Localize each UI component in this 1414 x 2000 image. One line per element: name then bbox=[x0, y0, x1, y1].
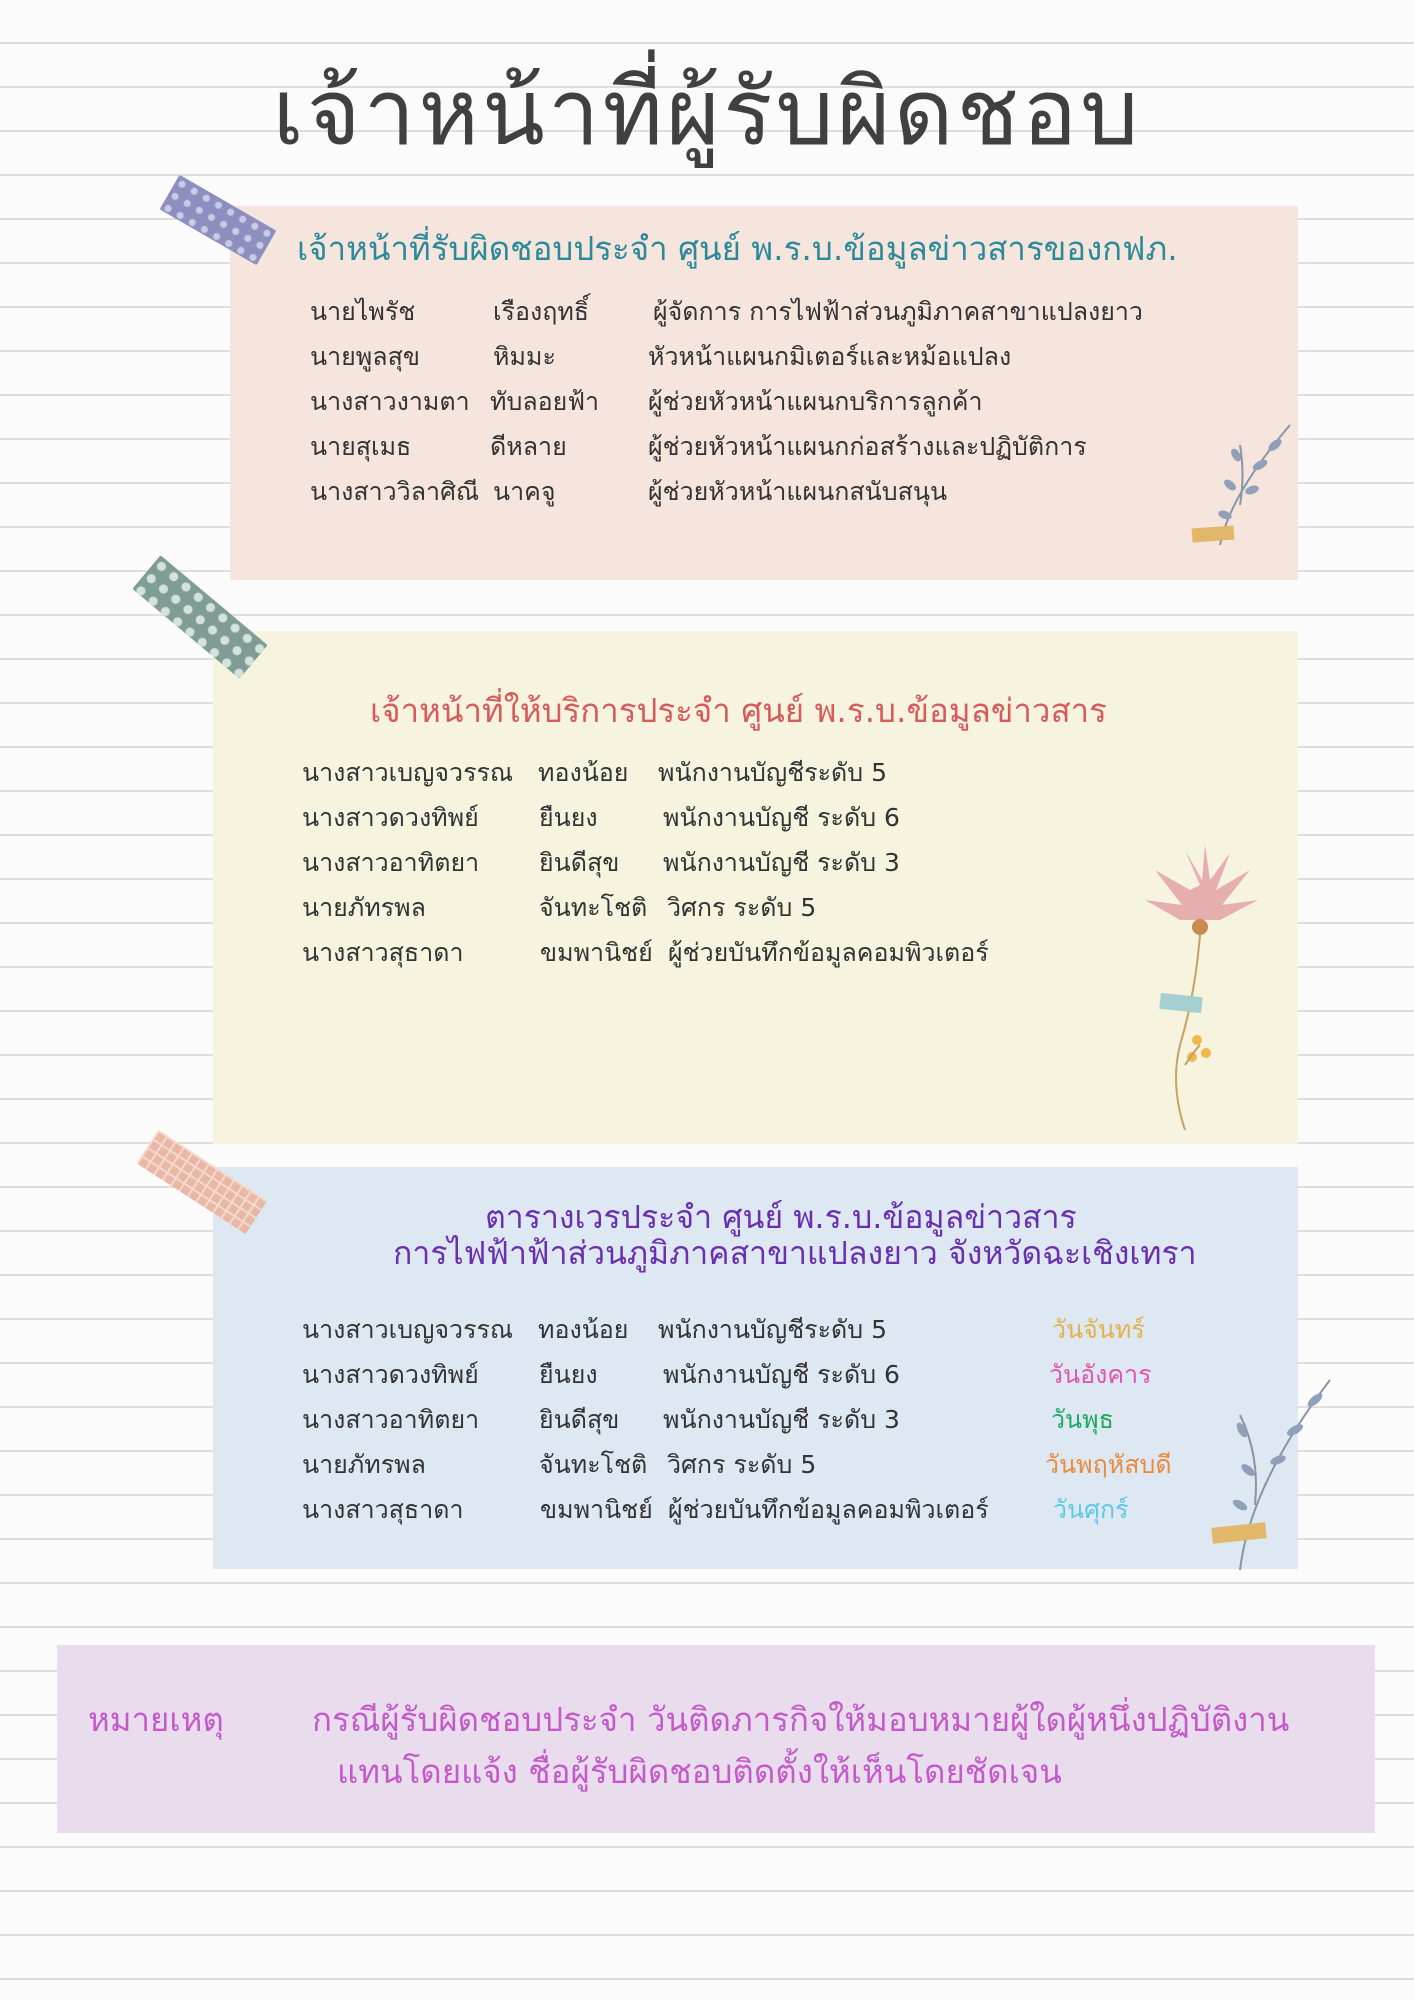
last-name: ยืนยง bbox=[539, 1360, 598, 1389]
leaf-sprig-icon bbox=[1200, 1375, 1340, 1575]
last-name: ทองน้อย bbox=[538, 1315, 629, 1344]
role: หัวหน้าแผนกมิเตอร์และหม้อแปลง bbox=[648, 342, 1012, 371]
first-name: นายไพรัช bbox=[310, 297, 416, 326]
role: วิศกร ระดับ 5 bbox=[667, 893, 817, 922]
duty-day: วันพฤหัสบดี bbox=[1045, 1450, 1172, 1479]
role: ผู้ช่วยบันทึกข้อมูลคอมพิวเตอร์ bbox=[668, 938, 989, 967]
duty-day: วันจันทร์ bbox=[1052, 1315, 1145, 1344]
first-name: นางสาวสุธาดา bbox=[302, 938, 464, 967]
last-name: ยินดีสุข bbox=[539, 1405, 620, 1434]
role: ผู้จัดการ การไฟฟ้าส่วนภูมิภาคสาขาแปลงยาว bbox=[653, 297, 1143, 326]
last-name: ยินดีสุข bbox=[539, 848, 620, 877]
section-heading-schedule: ตารางเวรประจำ ศูนย์ พ.ร.บ.ข้อมูลข่าวสาร bbox=[485, 1198, 1077, 1236]
first-name: นางสาวงามตา bbox=[310, 387, 470, 416]
role: ผู้ช่วยบันทึกข้อมูลคอมพิวเตอร์ bbox=[668, 1495, 989, 1524]
role: พนักงานบัญชีระดับ 5 bbox=[658, 1315, 887, 1344]
first-name: นางสาวดวงทิพย์ bbox=[302, 1360, 479, 1389]
last-name: ทับลอยฟ้า bbox=[490, 387, 600, 416]
section-heading-service: เจ้าหน้าที่ให้บริการประจำ ศูนย์ พ.ร.บ.ข้อมูลข่าวสาร bbox=[370, 691, 1107, 730]
duty-day: วันศุกร์ bbox=[1053, 1495, 1129, 1524]
first-name: นายภัทรพล bbox=[302, 1450, 426, 1479]
page-title: เจ้าหน้าที่ผู้รับผิดชอบ bbox=[272, 59, 1142, 166]
role: ผู้ช่วยหัวหน้าแผนกก่อสร้างและปฏิบัติการ bbox=[648, 432, 1087, 461]
first-name: นางสาวอาทิตยา bbox=[302, 848, 480, 877]
last-name: จันทะโชติ bbox=[539, 893, 648, 922]
pink-flower-icon bbox=[1140, 845, 1270, 1135]
last-name: ขมพานิชย์ bbox=[540, 938, 653, 967]
washi-tape-icon bbox=[160, 175, 277, 266]
last-name: ดีหลาย bbox=[490, 432, 567, 461]
last-name: หิมมะ bbox=[493, 342, 556, 371]
note-text-line2: แทนโดยแจ้ง ชื่อผู้รับผิดชอบติดตั้งให้เห็นโดยชัดเจน bbox=[337, 1752, 1062, 1791]
last-name: ทองน้อย bbox=[538, 758, 629, 787]
role: พนักงานบัญชี ระดับ 6 bbox=[663, 1360, 900, 1389]
role: วิศกร ระดับ 5 bbox=[667, 1450, 817, 1479]
first-name: นางสาวเบญจวรรณ bbox=[302, 758, 514, 787]
section-heading-responsible: เจ้าหน้าที่รับผิดชอบประจำ ศูนย์ พ.ร.บ.ข้อมูลข่าวสารของกฟภ. bbox=[297, 229, 1178, 268]
role: พนักงานบัญชี ระดับ 3 bbox=[663, 848, 900, 877]
last-name: เรืองฤทธิ์ bbox=[493, 297, 590, 326]
first-name: นางสาวดวงทิพย์ bbox=[302, 803, 479, 832]
last-name: ยืนยง bbox=[539, 803, 598, 832]
duty-day: วันพุธ bbox=[1051, 1405, 1114, 1434]
first-name: นายสุเมธ bbox=[310, 432, 412, 461]
last-name: ขมพานิชย์ bbox=[540, 1495, 653, 1524]
section-subheading-schedule: การไฟฟ้าฟ้าส่วนภูมิภาคสาขาแปลงยาว จังหวัดฉะเชิงเทรา bbox=[393, 1234, 1197, 1272]
role: ผู้ช่วยหัวหน้าแผนกบริการลูกค้า bbox=[648, 387, 983, 416]
last-name: จันทะโชติ bbox=[539, 1450, 648, 1479]
first-name: นางสาวอาทิตยา bbox=[302, 1405, 480, 1434]
first-name: นางสาวเบญจวรรณ bbox=[302, 1315, 514, 1344]
duty-day: วันอังคาร bbox=[1049, 1360, 1152, 1389]
first-name: นางสาวสุธาดา bbox=[302, 1495, 464, 1524]
first-name: นายพูลสุข bbox=[310, 342, 420, 371]
role: พนักงานบัญชีระดับ 5 bbox=[658, 758, 887, 787]
role: พนักงานบัญชี ระดับ 6 bbox=[663, 803, 900, 832]
role: ผู้ช่วยหัวหน้าแผนกสนับสนุน bbox=[648, 477, 948, 506]
first-name: นายภัทรพล bbox=[302, 893, 426, 922]
role: พนักงานบัญชี ระดับ 3 bbox=[663, 1405, 900, 1434]
last-name: นาคจู bbox=[493, 477, 556, 506]
first-name: นางสาววิลาศิณี bbox=[310, 477, 480, 506]
leaf-sprig-icon bbox=[1180, 415, 1300, 555]
note-text-line1: กรณีผู้รับผิดชอบประจำ วันติดภารกิจให้มอบหมายผู้ใดผู้หนึ่งปฏิบัติงาน bbox=[312, 1700, 1290, 1739]
note-label: หมายเหตุ bbox=[88, 1700, 224, 1739]
